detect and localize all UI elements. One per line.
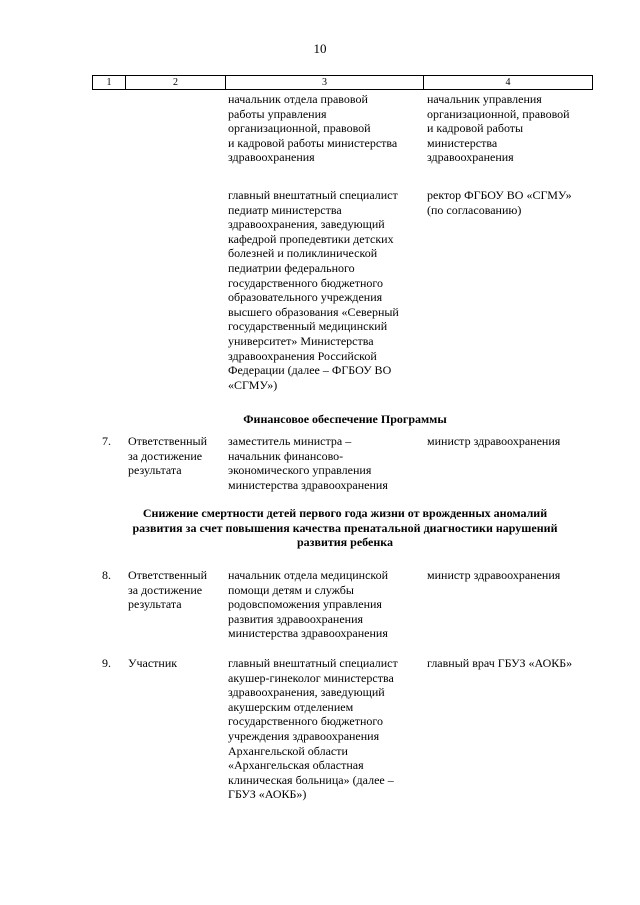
row-7-position: заместитель министра – начальник финансово- экономического управления министерства здравоохранения bbox=[228, 434, 388, 492]
cont-row-2-col3: главный внештатный специалист педиатр министерства здравоохранения, заведующий кафедрой пропедевтики детских болезней и поликлинической педиатрии федерального государственного бюджетного образовательного учреждения высшего образования «Северный государственный медицинский университет» Министерства здравоохранения Российской Федерации (далее – ФГБОУ ВО «СГМУ») bbox=[228, 188, 399, 392]
header-col-4: 4 bbox=[505, 77, 511, 88]
row-8-supervisor: министр здравоохранения bbox=[427, 568, 561, 582]
header-col-3: 3 bbox=[226, 76, 424, 89]
row-9-number: 9. bbox=[102, 656, 111, 670]
row-7-supervisor: министр здравоохранения bbox=[427, 434, 561, 448]
table-header-row bbox=[92, 75, 593, 90]
row-8-position: начальник отдела медицинской помощи детям и службы родовспоможения управления развития здравоохранения министерства здравоохранения bbox=[228, 568, 389, 641]
row-8-role: Ответственный за достижение результата bbox=[128, 568, 208, 612]
row-8-number: 8. bbox=[102, 568, 111, 582]
row-9-role: Участник bbox=[128, 656, 178, 670]
row-7-role: Ответственный за достижение результата bbox=[128, 434, 208, 478]
header-col-2: 2 bbox=[126, 76, 226, 89]
section-title-infant-mortality: Снижение смертности детей первого года жизни от врожденных аномалий развития за счет повышения качества пренатальной диагностики нарушений развития ребенка bbox=[132, 506, 558, 550]
header-col-1: 1 bbox=[93, 76, 126, 89]
section-title-financing: Финансовое обеспечение Программы bbox=[243, 412, 447, 426]
row-9-position: главный внештатный специалист акушер-гинеколог министерства здравоохранения, заведующий акушерским отделением государственного бюджетного учреждения здравоохранения Архангельской области «Архангельская областная клиническая больница» (далее – ГБУЗ «АОКБ») bbox=[228, 656, 398, 802]
cont-row-1-col4: начальник управления организационной, правовой и кадровой работы министерства здравоохранения bbox=[427, 92, 570, 165]
row-7-number: 7. bbox=[102, 434, 111, 448]
cont-row-2-col4: ректор ФГБОУ ВО «СГМУ» (по согласованию) bbox=[427, 188, 572, 217]
row-9-supervisor: главный врач ГБУЗ «АОКБ» bbox=[427, 656, 573, 670]
cont-row-1-col3: начальник отдела правовой работы управления организационной, правовой и кадровой работы министерства здравоохранения bbox=[228, 92, 398, 165]
page-number: 10 bbox=[313, 41, 327, 56]
